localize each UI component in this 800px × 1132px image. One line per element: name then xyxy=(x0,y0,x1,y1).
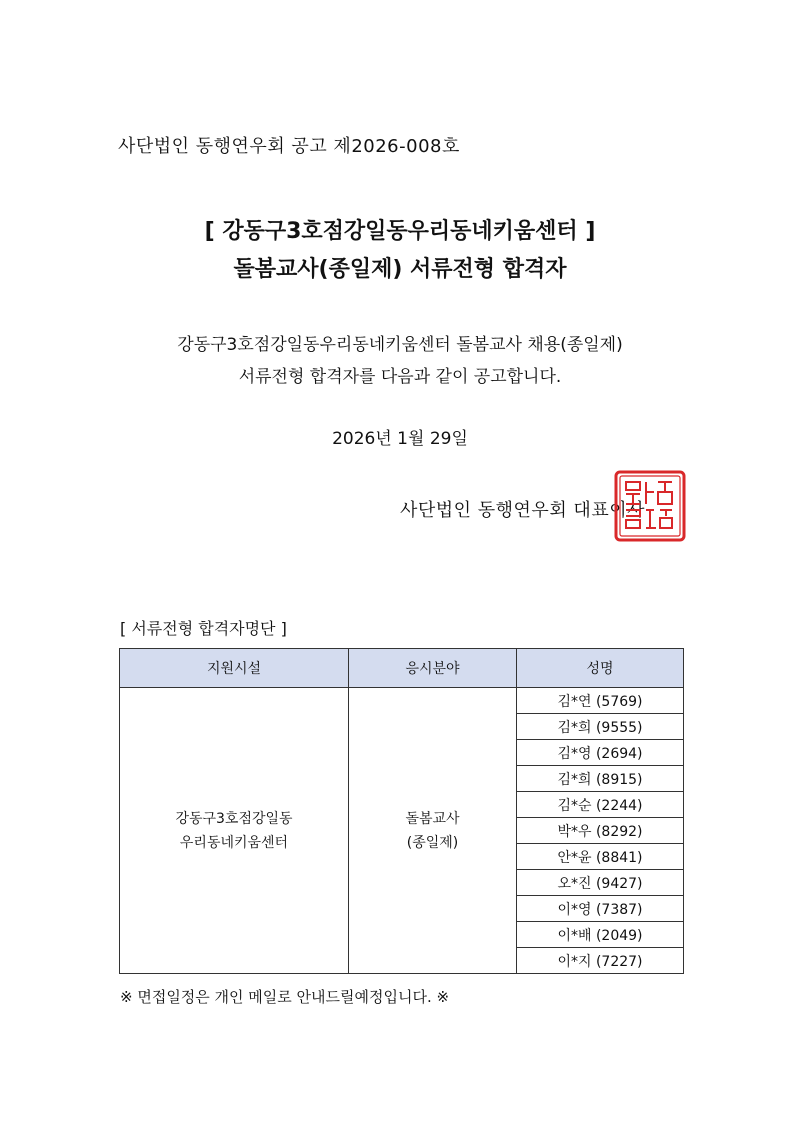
name-cell: 안*윤 (8841) xyxy=(517,844,684,870)
header-field: 응시분야 xyxy=(349,649,517,688)
list-title: [ 서류전형 합격자명단 ] xyxy=(120,619,287,638)
title-facility: [ 강동구3호점강일동우리동네키움센터 ] xyxy=(204,219,596,244)
header-facility: 지원시설 xyxy=(120,649,349,688)
notice-date: 2026년 1월 29일 xyxy=(332,429,468,449)
header-name: 성명 xyxy=(517,649,684,688)
facility-line-1: 강동구3호점강일동 xyxy=(175,810,293,827)
intro-line-2: 서류전형 합격자를 다음과 같이 공고합니다. xyxy=(238,367,562,387)
name-cell: 오*진 (9427) xyxy=(517,870,684,896)
signer: 사단법인 동행연우회 대표이사 xyxy=(400,500,645,521)
name-cell: 김*연 (5769) xyxy=(517,688,684,714)
name-cell: 김*영 (2694) xyxy=(517,740,684,766)
name-cell: 이*배 (2049) xyxy=(517,922,684,948)
notice-number: 사단법인 동행연우회 공고 제2026-008호 xyxy=(118,136,460,157)
title-result: 돌봄교사(종일제) 서류전형 합격자 xyxy=(233,257,567,282)
official-seal-icon xyxy=(614,470,686,542)
field-cell xyxy=(349,688,517,974)
name-cell: 이*영 (7387) xyxy=(517,896,684,922)
table-header-row xyxy=(120,649,684,688)
name-cell: 김*순 (2244) xyxy=(517,792,684,818)
name-cell: 박*우 (8292) xyxy=(517,818,684,844)
field-line-2: (종일제) xyxy=(406,834,459,851)
field-line-1: 돌봄교사 xyxy=(405,810,460,827)
name-cell: 이*지 (7227) xyxy=(517,948,684,974)
intro-line-1: 강동구3호점강일동우리동네키움센터 돌봄교사 채용(종일제) xyxy=(177,335,623,355)
table-row xyxy=(120,688,684,714)
name-cell: 김*희 (9555) xyxy=(517,714,684,740)
facility-line-2: 우리동네키움센터 xyxy=(179,834,289,851)
footnote: ※ 면접일정은 개인 메일로 안내드릴예정입니다. ※ xyxy=(120,988,450,1006)
passer-table xyxy=(119,648,684,974)
facility-cell xyxy=(120,688,349,974)
name-cell: 김*희 (8915) xyxy=(517,766,684,792)
